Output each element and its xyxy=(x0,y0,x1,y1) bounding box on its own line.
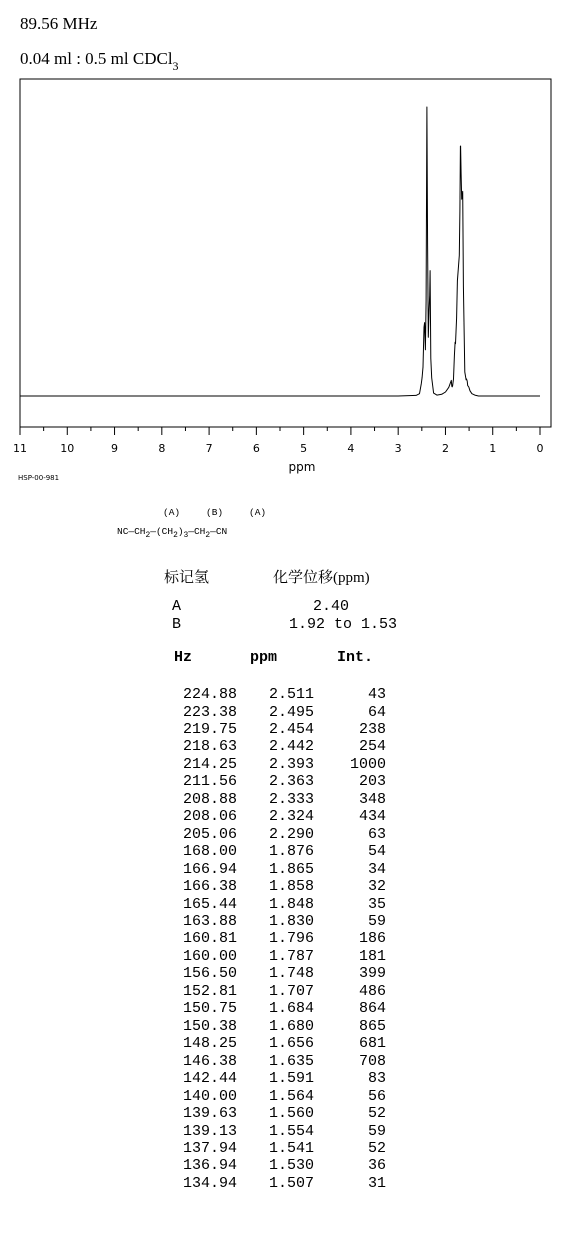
nmr-spectrum-chart xyxy=(0,0,570,480)
structure-label-b: (B) xyxy=(206,507,224,518)
peak-hz: 139.63 xyxy=(182,1105,237,1122)
peak-hz: 142.44 xyxy=(182,1070,237,1088)
peak-ppm: 1.787 xyxy=(268,947,314,965)
peak-int: 32 xyxy=(367,878,386,896)
peak-ppm: 2.363 xyxy=(268,773,314,791)
peak-hz: 150.38 xyxy=(182,1017,237,1035)
peak-int: 52 xyxy=(367,1140,386,1157)
peak-table-header-ppm: ppm xyxy=(250,649,278,666)
x-tick-label: 5 xyxy=(300,442,308,455)
peak-int: 203 xyxy=(358,773,386,791)
peak-ppm: 1.707 xyxy=(268,982,314,1000)
peak-int: 708 xyxy=(358,1052,386,1070)
peak-ppm: 1.541 xyxy=(268,1140,314,1157)
peak-hz: 163.88 xyxy=(182,913,237,930)
peak-ppm: 1.858 xyxy=(268,878,314,896)
peak-ppm: 2.511 xyxy=(268,686,314,703)
x-tick-label: 4 xyxy=(347,442,355,455)
peak-ppm: 1.796 xyxy=(268,930,314,948)
x-axis-ticks xyxy=(13,427,544,455)
peak-ppm: 1.554 xyxy=(268,1122,314,1140)
peak-int: 434 xyxy=(358,808,386,826)
spectrometer-frequency: 89.56 MHz xyxy=(20,14,98,33)
peak-ppm: 2.495 xyxy=(268,703,314,721)
peak-hz: 208.88 xyxy=(182,790,237,808)
peak-int: 54 xyxy=(367,843,386,861)
peak-int: 254 xyxy=(358,738,386,756)
peak-hz: 148.25 xyxy=(182,1035,237,1053)
sample-subscript: 3 xyxy=(172,59,179,73)
peak-ppm: 2.442 xyxy=(268,738,314,756)
x-tick-label: 1 xyxy=(489,442,497,455)
peak-int: 238 xyxy=(358,720,386,738)
peak-int: 52 xyxy=(367,1105,386,1122)
peak-int: 36 xyxy=(367,1157,386,1175)
source-id: HSP-00-981 xyxy=(18,474,60,482)
peak-table-header-hz: Hz xyxy=(174,649,193,666)
peak-int: 865 xyxy=(358,1017,386,1035)
peak-ppm: 1.564 xyxy=(268,1087,314,1105)
peak-hz: 219.75 xyxy=(182,720,237,738)
peak-hz: 136.94 xyxy=(182,1157,237,1175)
assignment-a-label: A xyxy=(172,598,182,615)
peak-ppm: 1.530 xyxy=(268,1157,314,1175)
peak-hz: 211.56 xyxy=(182,773,237,791)
peak-int: 486 xyxy=(358,982,386,1000)
sample-prefix: 0.04 ml : 0.5 ml CDCl xyxy=(20,49,173,68)
assignment-a-shift: 2.40 xyxy=(313,598,350,615)
peak-hz: 166.94 xyxy=(182,860,237,878)
peak-ppm: 1.680 xyxy=(268,1017,314,1035)
peak-hz: 139.13 xyxy=(182,1122,237,1140)
peak-hz: 160.00 xyxy=(182,947,237,965)
peak-hz: 152.81 xyxy=(182,982,237,1000)
peak-ppm: 1.830 xyxy=(268,913,314,930)
x-axis-label: ppm xyxy=(288,460,316,474)
peak-ppm: 1.684 xyxy=(268,1000,314,1018)
peak-int: 35 xyxy=(367,895,386,913)
peak-int: 1000 xyxy=(349,755,386,773)
peak-hz: 165.44 xyxy=(182,895,237,913)
peak-ppm: 1.656 xyxy=(268,1035,314,1053)
peak-table-header-int: Int. xyxy=(337,649,374,666)
peak-ppm: 1.865 xyxy=(268,860,314,878)
peak-ppm: 2.333 xyxy=(268,790,314,808)
assignment-header-label: 标记氢 xyxy=(164,570,210,586)
x-tick-label: 6 xyxy=(252,442,260,455)
peak-ppm: 2.454 xyxy=(268,720,314,738)
x-tick-label: 8 xyxy=(158,442,166,455)
peak-ppm: 1.591 xyxy=(268,1070,314,1088)
peak-int: 31 xyxy=(367,1174,386,1192)
peak-hz: 218.63 xyxy=(182,738,237,756)
peak-int: 399 xyxy=(358,965,386,983)
peak-hz: 168.00 xyxy=(182,843,237,861)
structure-label-a1: (A) xyxy=(163,507,181,518)
assignment-b-shift: 1.92 to 1.53 xyxy=(289,616,398,633)
peak-hz: 137.94 xyxy=(182,1140,237,1157)
peak-hz: 150.75 xyxy=(182,1000,237,1018)
peak-int: 64 xyxy=(367,703,386,721)
peak-ppm: 1.748 xyxy=(268,965,314,983)
peak-hz: 140.00 xyxy=(182,1087,237,1105)
peak-int: 56 xyxy=(367,1087,386,1105)
peak-hz: 205.06 xyxy=(182,825,237,843)
peak-hz: 208.06 xyxy=(182,808,237,826)
structure-label-a2: (A) xyxy=(249,507,267,518)
peak-int: 681 xyxy=(358,1035,386,1053)
peak-int: 348 xyxy=(358,790,386,808)
peak-int: 864 xyxy=(358,1000,386,1018)
peak-hz: 166.38 xyxy=(182,878,237,896)
x-tick-label: 10 xyxy=(60,442,75,455)
peak-hz: 160.81 xyxy=(182,930,237,948)
peak-hz: 146.38 xyxy=(182,1052,237,1070)
assignment-header-shift: 化学位移(ppm) xyxy=(273,570,370,586)
peak-int: 59 xyxy=(367,913,386,930)
x-tick-label: 3 xyxy=(394,442,402,455)
peak-int: 43 xyxy=(367,686,386,703)
peak-hz: 134.94 xyxy=(182,1174,237,1192)
x-tick-label: 2 xyxy=(441,442,449,455)
peak-int: 34 xyxy=(367,860,386,878)
peak-int: 186 xyxy=(358,930,386,948)
structure-formula-text: $NC—CH_2—(CH_2)_3—CH_2—CN$ xyxy=(117,526,228,540)
spectrum-trace xyxy=(20,107,540,396)
x-tick-label: 0 xyxy=(536,442,544,455)
plot-frame xyxy=(20,79,551,427)
x-tick-label: 11 xyxy=(13,442,27,455)
x-tick-label: 7 xyxy=(205,442,213,455)
peak-ppm: 2.290 xyxy=(268,825,314,843)
peak-hz: 223.38 xyxy=(182,703,237,721)
peak-hz: 224.88 xyxy=(182,686,237,703)
peak-ppm: 1.507 xyxy=(268,1174,314,1192)
peak-hz: 214.25 xyxy=(182,755,237,773)
peak-int: 83 xyxy=(367,1070,386,1088)
x-tick-label: 9 xyxy=(111,442,119,455)
peak-hz: 156.50 xyxy=(182,965,237,983)
peak-ppm: 2.393 xyxy=(268,755,314,773)
peak-ppm: 1.876 xyxy=(268,843,314,861)
peak-ppm: 1.848 xyxy=(268,895,314,913)
peak-ppm: 1.635 xyxy=(268,1052,314,1070)
peak-int: 59 xyxy=(367,1122,386,1140)
peak-ppm: 1.560 xyxy=(268,1105,314,1122)
peak-ppm: 2.324 xyxy=(268,808,314,826)
assignment-b-label: B xyxy=(172,616,182,633)
peak-int: 181 xyxy=(358,947,386,965)
peak-int: 63 xyxy=(367,825,386,843)
